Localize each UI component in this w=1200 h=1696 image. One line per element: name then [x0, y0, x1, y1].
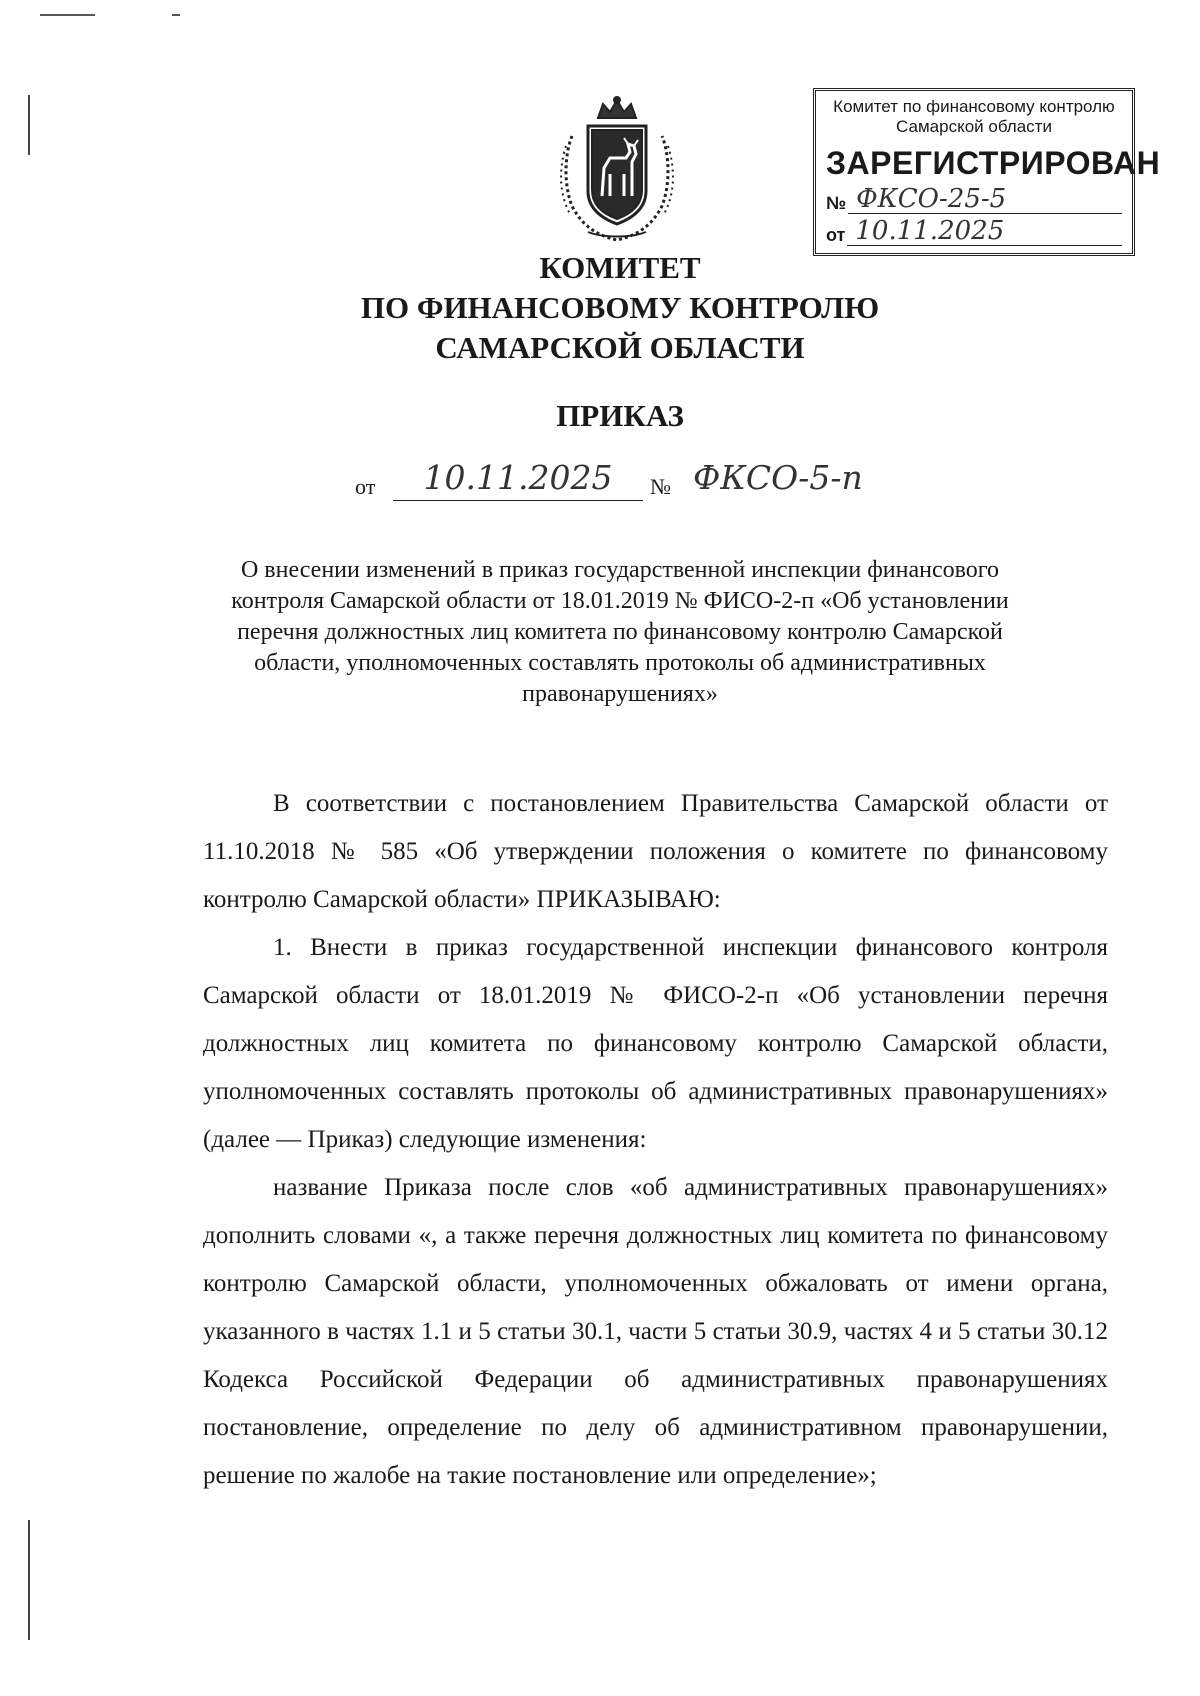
- stamp-date-label: от: [826, 225, 846, 245]
- order-body: [203, 780, 1108, 1500]
- coat-of-arms-icon: [558, 96, 676, 244]
- stamp-registered: ЗАРЕГИСТРИРОВАН: [826, 145, 1161, 181]
- stamp-date-value: 10.11.2025: [847, 217, 1122, 246]
- order-dateline: [355, 460, 915, 504]
- paragraph: В соответствии с постановлением Правительства Самарской области от 11.10.2018 № 585 «Об утверждении положения о комитете по финансовому контролю Самарской области» ПРИКАЗЫВАЮ:: [203, 790, 1108, 913]
- scan-mark: [172, 14, 180, 16]
- scan-mark: [40, 14, 95, 16]
- paragraph: 1. Внести в приказ государственной инспекции финансового контроля Самарской области от 18.01.2019 № ФИСО-2-п «Об установлении перечня должностных лиц комитета по финансовому контролю Самарской области, уполномоченных составлять протоколы об административных правонарушениях» (далее — Приказ) следующие изменения:: [203, 934, 1108, 1153]
- header-line3: САМАРСКОЙ ОБЛАСТИ: [435, 330, 805, 365]
- header-line2: ПО ФИНАНСОВОМУ КОНТРОЛЮ: [360, 290, 880, 325]
- stamp-org-line2: Самарской области: [896, 117, 1052, 136]
- stamp-date-row: [826, 216, 1122, 246]
- stamp-org-line1: Комитет по финансовому контролю: [833, 97, 1115, 116]
- dateline-from-label: от: [355, 474, 376, 499]
- document-type: ПРИКАЗ: [556, 398, 684, 433]
- header-line1: КОМИТЕТ: [539, 250, 701, 285]
- stamp-number-value: ФКСО-25-5: [848, 185, 1122, 214]
- stamp-number-label: №: [826, 193, 847, 213]
- organization-header: [300, 248, 940, 368]
- order-title: О внесении изменений в приказ государственной инспекции финансового контроля Самарской области от 18.01.2019 № ФИСО-2-п «Об установлении перечня должностных лиц комитета по финансовому контролю Самарской области, уполномоченных составлять протоколы об административных правонарушениях»: [231, 557, 1009, 707]
- scan-edge: [28, 95, 30, 155]
- scan-edge: [28, 1520, 30, 1640]
- dateline-number-label: №: [650, 474, 671, 499]
- dateline-number-value: ФКСО-5-п: [693, 458, 863, 497]
- dateline-date-value: 10.11.2025: [393, 460, 643, 501]
- stamp-number-row: [826, 184, 1122, 214]
- paragraph: название Приказа после слов «об административных правонарушениях» дополнить словами «, а также перечня должностных лиц комитета по финансовому контролю Самарской области, уполномоченных обжаловать от имени органа, указанного в частях 1.1 и 5 статьи 30.1, части 5 статьи 30.9, частях 4 и 5 статьи 30.12 Кодекса Российской Федерации об административных правонарушениях постановление, определение по делу об административном правонарушении, решение по жалобе на такие постановление или определение»;: [203, 1174, 1108, 1489]
- registration-stamp: [813, 88, 1161, 256]
